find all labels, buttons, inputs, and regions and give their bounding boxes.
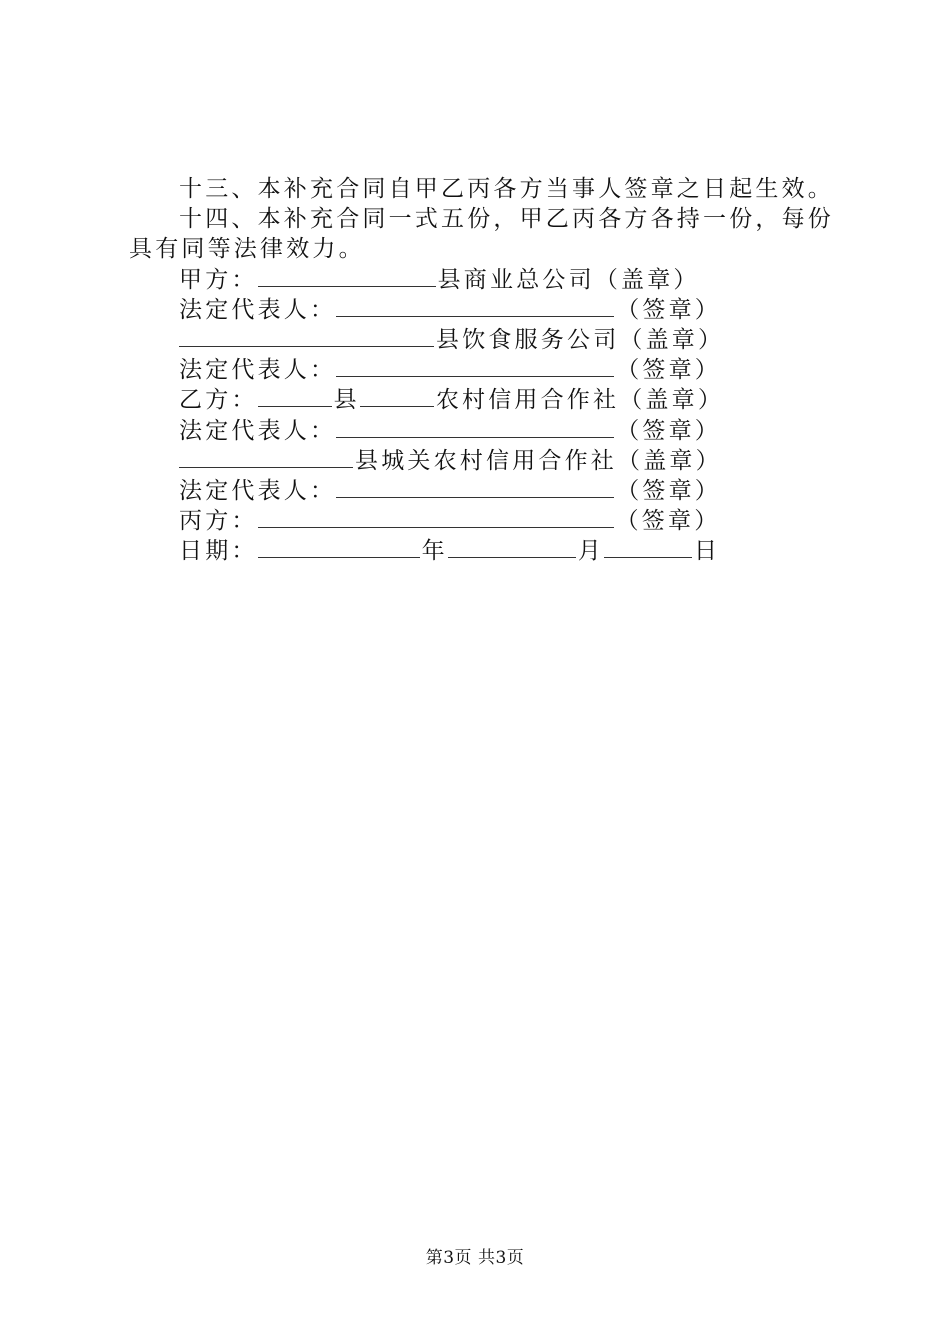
clause-13 (129, 174, 834, 204)
sign-mark: （签章） (616, 477, 722, 504)
clause-14-text-line1: 十四、本补充合同一式五份，甲乙丙各方各持一份，每份 (179, 206, 834, 233)
party-b-org2-seal: （盖章） (617, 447, 722, 474)
contract-body (129, 174, 834, 566)
date-label: 日期： (179, 538, 258, 565)
party-a-org1: 县商业总公司 (437, 266, 595, 293)
party-b-org-blank (360, 386, 434, 407)
party-a-blank (258, 266, 436, 287)
clause-14-continued (129, 234, 834, 264)
party-a-rep1-line (129, 295, 834, 325)
party-b-rep1-line (129, 416, 834, 446)
party-c-label: 丙方： (179, 508, 258, 535)
party-c-blank (258, 507, 614, 528)
legal-rep-label: 法定代表人： (179, 477, 337, 504)
party-b-org1: 农村信用合作社 (435, 387, 620, 414)
party-c-line (129, 506, 834, 536)
page-footer (0, 1243, 950, 1268)
day-blank (604, 537, 692, 558)
party-a-line (129, 265, 834, 295)
legal-rep-label: 法定代表人： (179, 296, 337, 323)
year-label: 年 (421, 538, 448, 565)
party-c-sign: （签章） (615, 508, 721, 535)
party-a-seal: （盖章） (594, 266, 700, 293)
party-a-org2-seal: （盖章） (619, 326, 725, 353)
party-b-org2-blank (179, 447, 353, 468)
year-blank (258, 537, 420, 558)
date-line (129, 536, 834, 566)
legal-rep-blank (336, 417, 614, 438)
party-a-rep2-line (129, 355, 834, 385)
party-b-seal: （盖章） (619, 387, 725, 414)
party-a-label: 甲方： (179, 266, 258, 293)
legal-rep-label: 法定代表人： (179, 357, 337, 384)
party-b-rep2-line (129, 476, 834, 506)
day-label: 日 (694, 538, 721, 565)
legal-rep-blank (336, 356, 614, 377)
month-label: 月 (577, 538, 605, 565)
party-b-org2: 县城关农村信用合作社 (355, 447, 617, 474)
legal-rep-blank (336, 477, 614, 498)
party-a-org2-line (129, 325, 834, 355)
legal-rep-label: 法定代表人： (179, 417, 337, 444)
month-blank (448, 537, 576, 558)
page-number: 第3页 共3页 (425, 1248, 525, 1268)
party-b-mid: 县 (333, 387, 360, 414)
sign-mark: （签章） (616, 357, 722, 384)
party-a-org2: 县饮食服务公司 (436, 326, 620, 353)
clause-14-text-line2: 具有同等法律效力。 (129, 236, 365, 263)
party-a-org2-blank (179, 326, 434, 347)
legal-rep-blank (336, 296, 614, 317)
party-b-county-blank (258, 386, 332, 407)
party-b-org2-line (129, 446, 834, 476)
party-b-line (129, 385, 834, 415)
party-b-label: 乙方： (179, 387, 258, 414)
sign-mark: （签章） (616, 296, 722, 323)
clause-14 (129, 204, 834, 234)
clause-13-text: 十三、本补充合同自甲乙丙各方当事人签章之日起生效。 (179, 176, 834, 202)
sign-mark: （签章） (616, 417, 722, 444)
